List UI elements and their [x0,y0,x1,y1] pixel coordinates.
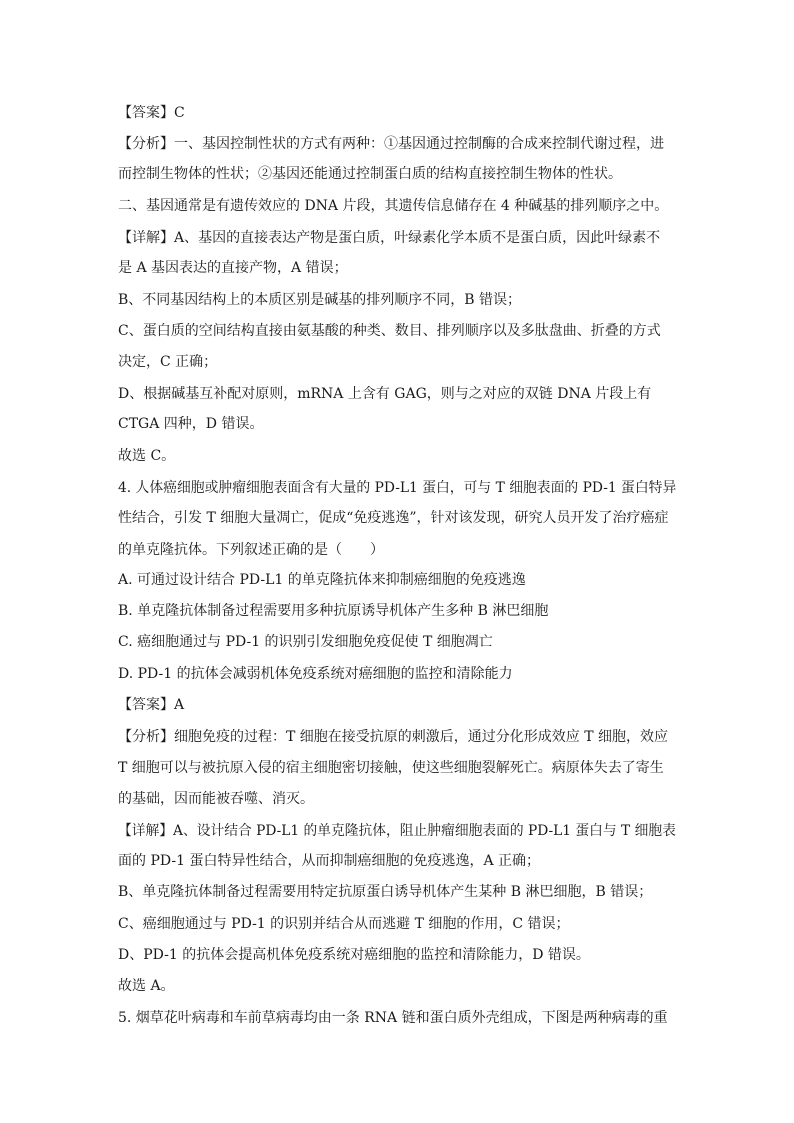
analysis-line: 【分析】一、基因控制性状的方式有两种：①基因通过控制酶的合成来控制代谢过程，进 [118,136,664,152]
analysis-line: 的基础，因而能被吞噬、消灭。 [118,791,314,807]
detail-line: B、不同基因结构上的本质区别是碱基的排列顺序不同，B 错误； [118,292,522,308]
detail-line: 【详解】A、基因的直接表达产物是蛋白质，叶绿素化学本质不是蛋白质，因此叶绿素不 [118,230,661,246]
detail-line: 决定，C 正确； [118,354,218,370]
analysis-line: T 细胞可以与被抗原入侵的宿主细胞密切接触，使这些细胞裂解死亡。病原体失去了寄生 [118,760,664,776]
option-c: C. 癌细胞通过与 PD-1 的识别引发细胞免疫促使 T 细胞凋亡 [118,634,493,650]
conclusion-line: 故选 C。 [118,448,176,464]
detail-line: 是 A 基因表达的直接产物，A 错误； [118,260,348,276]
detail-line: D、根据碱基互补配对原则，mRNA 上含有 GAG，则与之对应的双链 DNA 片段上有 [118,386,652,402]
detail-line: CTGA 四种，D 错误。 [118,416,264,432]
detail-line: 【详解】A、设计结合 PD-L1 的单克隆抗体，阻止肿瘤细胞表面的 PD-L1 蛋白与 T 细胞表 [118,823,676,839]
answer-label-q4: 【答案】A [118,697,185,713]
detail-line: B、单克隆抗体制备过程需要用特定抗原蛋白诱导机体产生某种 B 淋巴细胞，B 错误； [118,884,653,900]
analysis-line: 而控制生物体的性状；②基因还能通过控制蛋白质的结构直接控制生物体的性状。 [118,166,622,182]
option-b: B. 单克隆抗体制备过程需要用多种抗原诱导机体产生多种 B 淋巴细胞 [118,603,549,619]
detail-line: 面的 PD-1 蛋白特异性结合，从而抑制癌细胞的免疫逃逸，A 正确； [118,853,541,869]
question-4-stem: 的单克隆抗体。下列叙述正确的是（ ） [118,542,384,558]
analysis-line: 【分析】细胞免疫的过程：T 细胞在接受抗原的刺激后，通过分化形成效应 T 细胞，效应 [118,729,669,745]
detail-line: C、癌细胞通过与 PD-1 的识别并结合从而逃避 T 细胞的作用，C 错误； [118,916,570,932]
question-4-stem: 4. 人体癌细胞或肿瘤细胞表面含有大量的 PD-L1 蛋白，可与 T 细胞表面的 PD-1 蛋白特异 [118,480,677,496]
detail-line: C、蛋白质的空间结构直接由氨基酸的种类、数目、排列顺序以及多肽盘曲、折叠的方式 [118,323,661,339]
conclusion-line: 故选 A。 [118,978,175,994]
analysis-line: 二、基因通常是有遗传效应的 DNA 片段，其遗传信息储存在 4 种碱基的排列顺序之中。 [118,198,669,214]
option-a: A. 可通过设计结合 PD-L1 的单克隆抗体来抑制癌细胞的免疫逃逸 [118,572,526,588]
answer-label-q3: 【答案】C [118,105,185,121]
detail-line: D、PD-1 的抗体会提高机体免疫系统对癌细胞的监控和清除能力，D 错误。 [118,947,590,963]
option-d: D. PD-1 的抗体会减弱机体免疫系统对癌细胞的监控和清除能力 [118,666,513,682]
question-5-stem: 5. 烟草花叶病毒和车前草病毒均由一条 RNA 链和蛋白质外壳组成，下图是两种病毒的重 [118,1010,668,1026]
question-4-stem: 性结合，引发 T 细胞大量凋亡，促成“免疫逃逸”，针对该发现，研究人员开发了治疗癌症 [118,510,669,526]
